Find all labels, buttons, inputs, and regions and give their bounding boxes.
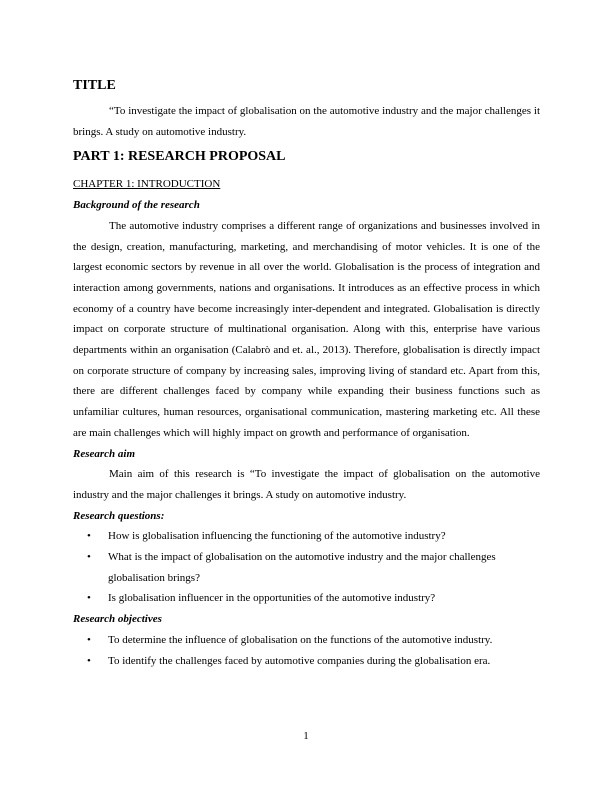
objective-text: To identify the challenges faced by automotive companies during the globalisation era.	[108, 654, 491, 667]
background-paragraph: The automotive industry comprises a different range of organizations and businesses involved in the design, creation, manufacturing, marketing, and merchandising of motor vehicles. It is one of the largest economic sectors by revenue in all over the world. Globalisation is the process of integration and interaction among governments, nations and organisations. It introduces as an effective process in which economy of a country have become increasingly inter-dependent and integrated. Globalisation is directly impact on corporate structure of multinational organisation. Along with this, enterprise have various departments within an organisation (Calabrò and et. al., 2013). Therefore, globalisation is directly impact on corporate structure of company by increasing sales, improving living of standard etc. Apart from this, there are different challenges faced by company while expanding their business functions such as unfamiliar cultures, human resources, organisational communication, mastering marketing etc. All these are main challenges which will highly impact on growth and performance of organisation.	[73, 219, 540, 439]
bullet-icon: •	[87, 592, 91, 605]
title-heading: TITLE	[73, 78, 116, 93]
bullet-icon: •	[87, 633, 91, 646]
question-text: How is globalisation influencing the functioning of the automotive industry?	[108, 530, 446, 543]
document-page	[73, 77, 540, 671]
question-text: Is globalisation influencer in the opportunities of the automotive industry?	[108, 592, 436, 605]
bullet-icon: •	[87, 551, 91, 564]
page-number: 1	[303, 730, 309, 742]
list-item	[73, 630, 540, 651]
list-item	[73, 588, 540, 609]
part-heading: PART 1: RESEARCH PROPOSAL	[73, 149, 286, 165]
title-text: “To investigate the impact of globalisation on the automotive industry and the major challenges it brings. A study on automotive industry.	[73, 105, 540, 138]
question-text: What is the impact of globalisation on the automotive industry and the major challenges globalisation brings?	[108, 551, 496, 584]
background-heading: Background of the research	[73, 199, 200, 212]
questions-heading: Research questions:	[73, 509, 165, 522]
objectives-heading: Research objectives	[73, 613, 162, 626]
aim-heading: Research aim	[73, 447, 136, 460]
aim-paragraph: Main aim of this research is “To investigate the impact of globalisation on the automotive industry and the major challenges it brings. A study on automotive industry.	[73, 468, 540, 501]
objective-text: To determine the influence of globalisation on the functions of the automotive industry.	[108, 633, 493, 646]
bullet-icon: •	[87, 654, 91, 667]
chapter-heading: CHAPTER 1: INTRODUCTION	[73, 178, 221, 191]
list-item	[73, 547, 540, 588]
bullet-icon: •	[87, 530, 91, 543]
objectives-list	[73, 630, 540, 671]
questions-list	[73, 526, 540, 609]
list-item	[73, 526, 540, 547]
list-item	[73, 651, 540, 672]
